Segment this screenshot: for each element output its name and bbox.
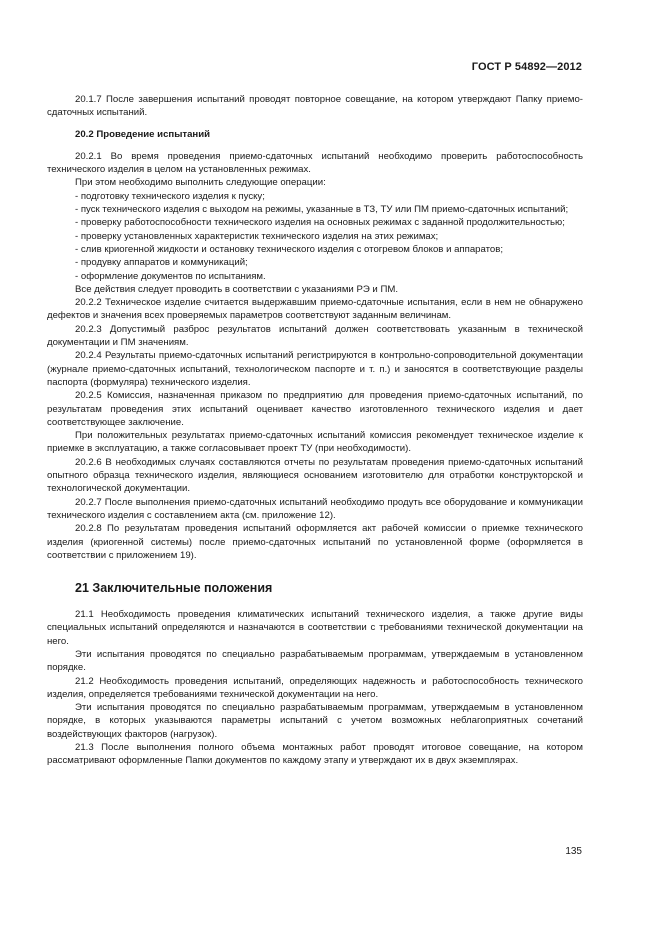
paragraph-20-2-1-intro: При этом необходимо выполнить следующие операции:	[75, 177, 326, 189]
list-item: - подготовку технического изделия к пуску;	[75, 190, 265, 202]
paragraph-20-2-4: 20.2.4 Результаты приемо-сдаточных испытаний регистрируются в контрольно-сопроводительной документации (журнале приемо-сдаточных испытаний, технологическом паспорте и т. п.) и заносятся в соответствующие разделы паспорта (формуляра) технического изделия.	[47, 350, 583, 388]
paragraph-21-2: 21.2 Необходимость проведения испытаний, определяющих надежность и работоспособность технического изделия, определяется требованиями технической документации на него.	[47, 675, 583, 700]
paragraph-20-2-1-note: Все действия следует проводить в соответствии с указаниями РЭ и ПМ.	[75, 283, 398, 295]
paragraph-20-2-6: 20.2.6 В необходимых случаях составляются отчеты по результатам проведения приемо-сдаточных испытаний опытного образца технического изделия, являющиеся основанием изготовителю для отработки конструкторской и технологической документации.	[47, 456, 583, 495]
list-item: - продувку аппаратов и коммуникаций;	[75, 257, 248, 269]
paragraph-20-2-3: 20.2.3 Допустимый разброс результатов испытаний должен соответствовать указанным в технической документации и ПМ значениям.	[47, 323, 583, 349]
paragraph-21-1-cont: Эти испытания проводятся по специально разрабатываемым программам, утверждаемым в установленном порядке.	[47, 648, 583, 674]
list-item: - слив криогенной жидкости и остановку технического изделия с отогревом блоков и аппаратов;	[75, 243, 503, 255]
list-item: - оформление документов по испытаниям.	[75, 270, 266, 282]
paragraph-20-2-7: 20.2.7 После выполнения приемо-сдаточных испытаний необходимо продуть все оборудование и коммуникации технического изделия с составлением акта (см. приложение 12).	[47, 496, 583, 521]
standard-designation: ГОСТ Р 54892—2012	[471, 61, 582, 73]
paragraph-20-2-2: 20.2.2 Техническое изделие считается выдержавшим приемо-сдаточные испытания, если в нем не обнаружено дефектов и значения всех проверяемых параметров соответствуют заданным величинам.	[47, 297, 583, 322]
document-body	[47, 93, 583, 768]
list-item: - пуск технического изделия с выходом на режимы, указанные в ТЗ, ТУ или ПМ приемо-сдаточных испытаний;	[75, 204, 569, 216]
paragraph-21-2-cont: Эти испытания проводятся по специально разрабатываемым программам, утверждаемым в установленном порядке, в которых указываются параметры испытаний с учетом возможных неблагоприятных сочетаний воздействующих факторов (нагрузок).	[47, 702, 583, 740]
paragraph-21-1: 21.1 Необходимость проведения климатических испытаний технического изделия, а также другие виды специальных испытаний определяются и назначаются в соответствии с требованиями технической документации на него.	[47, 609, 583, 647]
paragraph-20-2-5-cont: При положительных результатах приемо-сдаточных испытаний комиссия рекомендует техническое изделие к приемке в эксплуатацию, а также согласовывает проект ТУ (при необходимости).	[47, 430, 583, 455]
paragraph-20-1-7: 20.1.7 После завершения испытаний проводят повторное совещание, на котором утверждают Папку приемо-сдаточных испытаний.	[47, 94, 583, 119]
list-item: - проверку установленных характеристик технического изделия на этих режимах;	[75, 230, 439, 242]
section-heading-20-2: 20.2 Проведение испытаний	[75, 128, 211, 140]
list-item: - проверку работоспособности технического изделия на основных режимах с заданной продолжительностью;	[75, 217, 565, 229]
paragraph-20-2-1: 20.2.1 Во время проведения приемо-сдаточных испытаний необходимо проверить работоспособность технического изделия в целом на установленных режимах.	[47, 150, 583, 176]
paragraph-20-2-5: 20.2.5 Комиссия, назначенная приказом по предприятию для проведения приемо-сдаточных испытаний, по результатам проведения этих испытаний оценивает качество изготовленного технического изделия и дает соответствующее заключение.	[47, 390, 583, 428]
page-number: 135	[565, 846, 582, 857]
section-heading-21: 21 Заключительные положения	[75, 581, 273, 596]
paragraph-21-3: 21.3 После выполнения полного объема монтажных работ проводят итоговое совещание, на котором рассматривают оформленные Папки документов по каждому этапу и утверждают их в двух экземплярах.	[47, 742, 583, 767]
paragraph-20-2-8: 20.2.8 По результатам проведения испытаний оформляется акт рабочей комиссии о приемке технического изделия (криогенной системы) после приемо-сдаточных испытаний по установленной форме (оформляется в соответствии с приложением 19).	[47, 523, 583, 561]
